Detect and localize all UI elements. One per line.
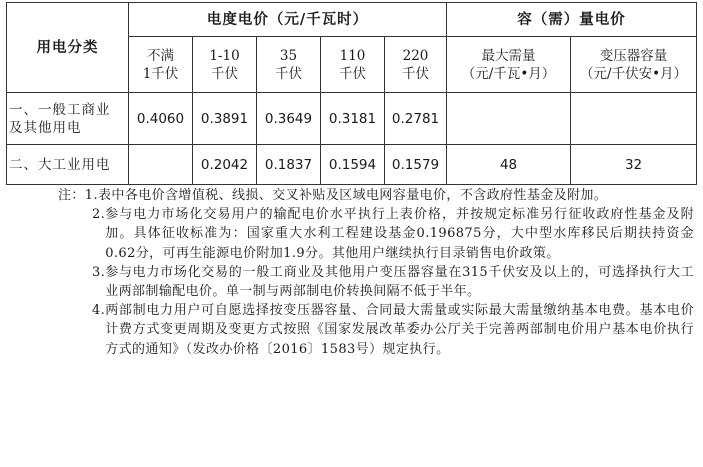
- max-demand-header: 最大需量 （元/千瓦•月）: [447, 37, 571, 93]
- notes-section: [58, 186, 694, 359]
- price-cell: 0.1579: [385, 145, 447, 185]
- capacity-price-header: 容（需）量电价: [447, 3, 697, 37]
- voltage-header-1-10kv: 1-10 千伏: [193, 37, 257, 93]
- price-cell: 0.2042: [193, 145, 257, 185]
- max-demand-cell: [447, 93, 571, 145]
- price-cell: 0.1837: [257, 145, 321, 185]
- row-category: 一、一般工商业 及其他用电: [7, 93, 129, 145]
- table-row: [7, 93, 697, 145]
- note-item: 4. 两部制电力用户可自愿选择按变压器容量、合同最大需量或实际最大需量缴纳基本电费。基本电价计费方式变更周期及变更方式按照《国家发展改革委办公厅关于完善两部制电价用户基本电价执行方式的通知》（发改办价格〔2016〕1583号）规定执行。: [92, 303, 694, 357]
- note-item: 2. 参与电力市场化交易用户的输配电价水平执行上表价格，并按规定标准另行征收政府性基金及附加。具体征收标准为：国家重大水利工程建设基金0.196875分，大中型水库移民后期扶持资金0.62分，可再生能源电价附加1.9分。其他用户继续执行目录销售电价政策。: [92, 207, 694, 261]
- transformer-capacity-header: 变压器容量 （元/千伏安•月）: [571, 37, 697, 93]
- transformer-cell: 32: [571, 145, 697, 185]
- energy-price-header: 电度电价（元/千瓦时）: [129, 3, 447, 37]
- price-cell: 0.3649: [257, 93, 321, 145]
- voltage-header-110kv: 110 千伏: [321, 37, 385, 93]
- table-row: [7, 145, 697, 185]
- tariff-table: [6, 2, 697, 185]
- voltage-header-under-1kv: 不满 1千伏: [129, 37, 193, 93]
- price-cell: 0.3181: [321, 93, 385, 145]
- max-demand-cell: 48: [447, 145, 571, 185]
- price-cell: [129, 145, 193, 185]
- price-cell: 0.3891: [193, 93, 257, 145]
- price-cell: 0.4060: [129, 93, 193, 145]
- note-item: 注：1. 表中各电价含增值税、线损、交叉补贴及区域电网容量电价，不含政府性基金及附加。: [58, 188, 608, 203]
- price-cell: 0.1594: [321, 145, 385, 185]
- transformer-cell: [571, 93, 697, 145]
- note-item: 3. 参与电力市场化交易的一般工商业及其他用户变压器容量在315千伏安及以上的，可选择执行大工业两部制输配电价。单一制与两部制电价转换间隔不低于半年。: [92, 264, 694, 300]
- row-category: 二、大工业用电: [7, 145, 129, 185]
- category-header: 用电分类: [7, 3, 129, 93]
- price-cell: 0.2781: [385, 93, 447, 145]
- voltage-header-220kv: 220 千伏: [385, 37, 447, 93]
- voltage-header-35kv: 35 千伏: [257, 37, 321, 93]
